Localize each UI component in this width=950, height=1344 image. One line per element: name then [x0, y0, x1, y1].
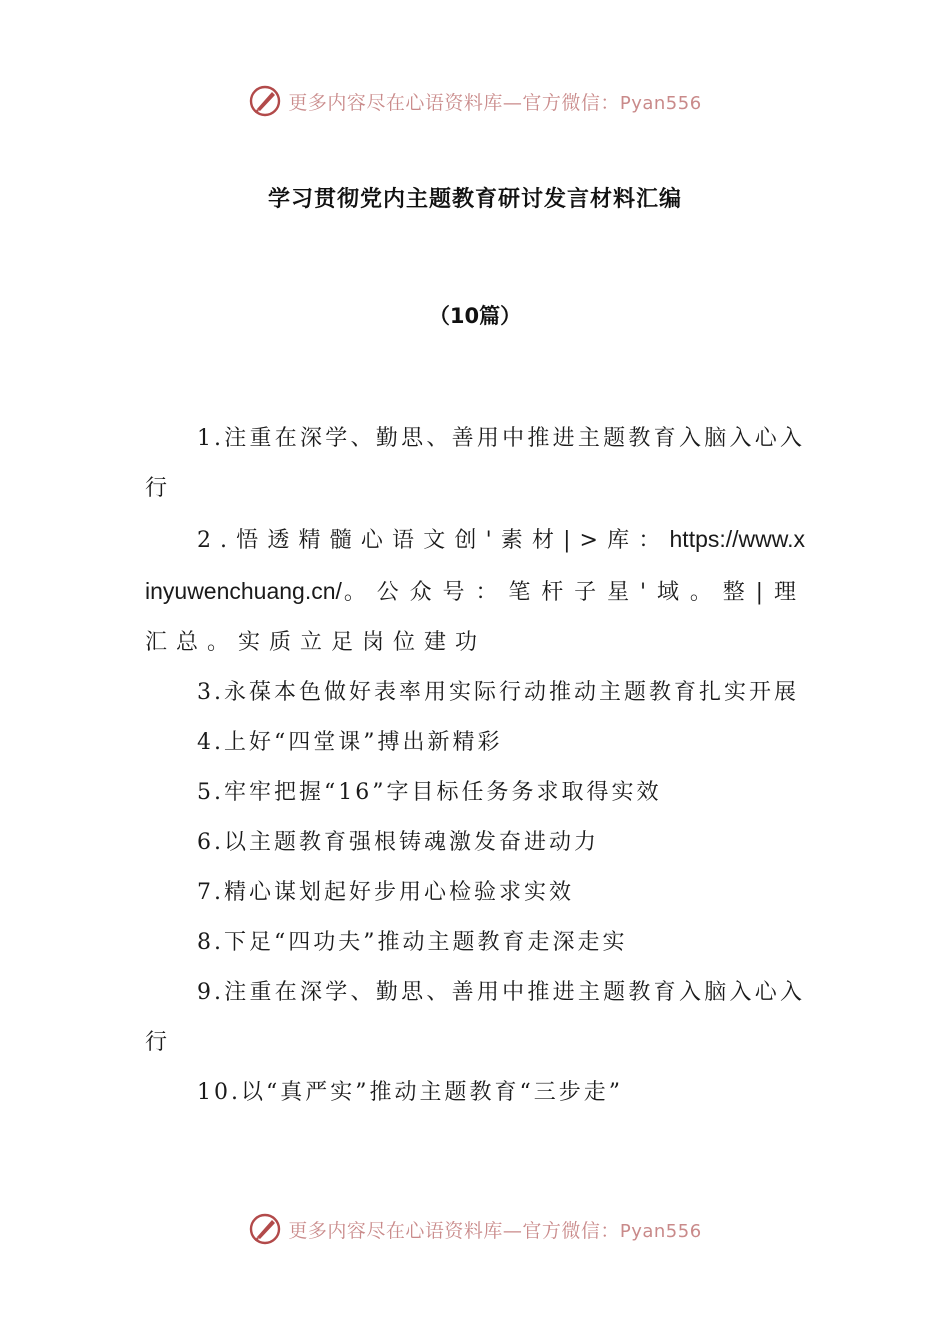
list-item: 8.下足“四功夫”推动主题教育走深走实: [197, 930, 628, 955]
list-item: 3.永葆本色做好表率用实际行动推动主题教育扎实开展: [197, 680, 799, 705]
quill-pen-logo-icon: [248, 84, 282, 118]
watermark-text: 更多内容尽在心语资料库—官方微信：Pyan556: [288, 1219, 702, 1242]
quill-pen-logo-icon: [248, 1212, 282, 1246]
header-watermark: [0, 84, 950, 118]
list-item: 5.牢牢把握“16”字目标任务务求取得实效: [197, 780, 662, 805]
list-item: 4.上好“四堂课”搏出新精彩: [197, 730, 503, 755]
list-item: 2.悟透精髓心语文创'素材|>库：https://www.xinyuwenchuang.cn/。公众号：笔杆子星'域。整|理汇总。实质立足岗位建功: [145, 526, 805, 655]
list-item: 10.以“真严实”推动主题教育“三步走”: [197, 1080, 623, 1105]
document-title: 学习贯彻党内主题教育研讨发言材料汇编: [267, 187, 682, 212]
list-item: 9.注重在深学、勤思、善用中推进主题教育入脑入心入行: [145, 980, 805, 1055]
list-item: 1.注重在深学、勤思、善用中推进主题教育入脑入心入行: [145, 426, 805, 501]
list-item: 6.以主题教育强根铸魂激发奋进动力: [197, 830, 599, 855]
website-link: https://www.xinyuwenchuang.cn/: [145, 526, 805, 604]
footer-watermark: [0, 1212, 950, 1246]
document-subtitle: （10篇）: [428, 304, 522, 328]
list-item: 7.精心谋划起好步用心检验求实效: [197, 880, 574, 905]
article-list: [145, 414, 805, 1118]
watermark-text: 更多内容尽在心语资料库—官方微信：Pyan556: [288, 91, 702, 114]
